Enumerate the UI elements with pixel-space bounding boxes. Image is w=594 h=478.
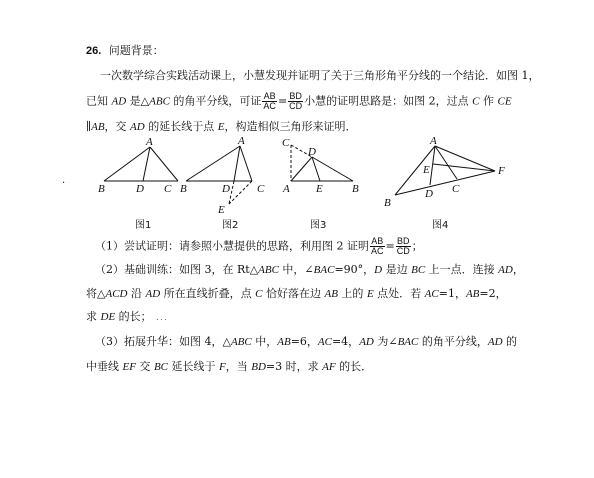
- fig4-label-f: F: [498, 165, 505, 177]
- var-ce: CE: [497, 95, 512, 108]
- var-acd: ACD: [105, 288, 128, 300]
- fig4-edge-bf: [395, 171, 495, 195]
- fig1-label-b: B: [98, 183, 105, 195]
- fraction-den: AC: [263, 101, 276, 111]
- var-bc: BC: [153, 361, 169, 373]
- fig4-label-d: D: [425, 188, 433, 200]
- figure-4: [395, 146, 495, 195]
- question-2-line-1: [95, 263, 524, 277]
- figures-diagram: [0, 134, 594, 234]
- intro-line-3: [86, 120, 356, 134]
- q2-text: 求: [86, 310, 101, 323]
- question-2-line-2: [86, 287, 507, 301]
- fig3-label-b: B: [352, 183, 359, 195]
- intro-text: ，构造相似三角形来证明．: [224, 120, 357, 133]
- fig2-label-d: D: [222, 183, 230, 195]
- figure-3: [291, 145, 353, 181]
- fig3-label-c: C: [282, 137, 290, 149]
- caption-fig3: 图3: [310, 220, 327, 231]
- fig2-label-b: B: [180, 183, 187, 195]
- var-c: C: [255, 288, 263, 300]
- intro-line-2: [86, 92, 512, 111]
- problem-number: 26.: [86, 45, 102, 57]
- var-af: AF: [322, 361, 336, 373]
- q2-text: （2）基础训练：如图 3，在 Rt△: [95, 263, 259, 276]
- var-ad: AD: [498, 264, 513, 276]
- fig1-label-c: C: [164, 183, 172, 195]
- q2-text: 沿: [127, 287, 146, 300]
- q3-text: 中，: [251, 335, 278, 348]
- var-de: DE: [100, 311, 116, 323]
- intro-line-1: [100, 69, 540, 83]
- fraction-den: AC: [371, 246, 384, 256]
- var-abc: ABC: [258, 264, 279, 276]
- fig4-label-e: E: [423, 164, 430, 176]
- fig1-edge-ab: [104, 147, 150, 181]
- var-ad: AD: [130, 121, 145, 133]
- q3-text: ，当: [225, 360, 252, 373]
- q2-text: 中，∠: [278, 263, 314, 276]
- var-ef: EF: [122, 361, 136, 373]
- intro-text-1: 一次数学综合实践活动课上，小慧发现并证明了关于三角形角平分线的一个结论．如图 1，: [100, 69, 540, 82]
- fig2-edge-ab: [186, 146, 240, 181]
- fig1-edge-ad: [143, 147, 150, 181]
- q1-fraction-ab-ac: [370, 237, 385, 256]
- fraction-den: CD: [396, 246, 410, 256]
- var-ab: AB: [91, 121, 105, 133]
- fig3-label-d: D: [308, 146, 316, 158]
- var-ab: AB: [465, 288, 480, 300]
- fig3-edge-db: [312, 157, 353, 181]
- intro-text: 作: [479, 94, 498, 108]
- fig2-edge-ac: [240, 146, 252, 181]
- var-ab: AB: [277, 336, 291, 348]
- q2-text: 将△: [86, 287, 106, 300]
- var-e: E: [217, 121, 225, 133]
- q3-text: （3）拓展升华：如图 4，△: [95, 335, 231, 348]
- fig3-label-e: E: [316, 183, 323, 195]
- fraction-bd-cd: [288, 92, 303, 111]
- fig2-label-e: E: [218, 204, 225, 216]
- caption-fig4: 图4: [432, 220, 449, 231]
- q2-text: 所在直线折叠，点: [160, 287, 256, 300]
- fig2-label-a: A: [238, 135, 245, 147]
- var-ab: AB: [324, 288, 338, 300]
- margin-mark: ·: [62, 178, 66, 189]
- q1-fraction-bd-cd: [396, 237, 411, 256]
- var-ad: AD: [487, 336, 503, 348]
- question-3-line-2: [86, 360, 372, 374]
- q2-text: 是边: [382, 263, 412, 276]
- q2-dots: ．．．: [156, 313, 173, 322]
- problem-heading: 问题背景：: [108, 44, 164, 57]
- fig3-edge-ad: [291, 157, 312, 181]
- var-c: C: [472, 95, 480, 108]
- fraction-num: AB: [371, 236, 384, 246]
- fraction-ab-ac: [262, 92, 277, 111]
- q3-text: =6，: [290, 335, 318, 348]
- question-1: [95, 237, 423, 256]
- figure-2: [186, 146, 252, 204]
- intro-text: 的角平分线，可证: [169, 94, 262, 108]
- var-ad: AD: [359, 336, 374, 348]
- fraction-num: BD: [289, 91, 302, 101]
- q3-text: 为∠: [373, 335, 398, 348]
- q1-text: （1）尝试证明：请参照小慧提供的思路，利用图 2 证明: [95, 239, 369, 253]
- fraction-num: AB: [263, 91, 276, 101]
- var-e: E: [366, 288, 374, 300]
- question-2-line-3: [86, 310, 172, 325]
- q3-text: 的角平分线，: [418, 335, 488, 348]
- intro-text: 的延长线于点: [144, 120, 218, 133]
- q2-text: 上的: [337, 287, 367, 300]
- fig2-edge-ce: [229, 181, 252, 204]
- q2-text: 上一点．连接: [425, 263, 499, 276]
- q3-text: =4，: [331, 335, 360, 348]
- var-bd: BD: [251, 361, 266, 373]
- var-ac: AC: [317, 336, 332, 348]
- caption-fig1: 图1: [135, 220, 152, 231]
- var-ad: AD: [111, 95, 127, 108]
- q1-tail: ；: [411, 239, 423, 253]
- q2-text: =90°: [334, 263, 364, 276]
- caption-fig2: 图2: [222, 220, 239, 231]
- q3-text: 的: [502, 335, 518, 348]
- parallel-sign: ∥: [86, 121, 92, 133]
- q2-text: 恰好落在边: [262, 287, 325, 300]
- q2-text: 点处．若: [373, 287, 425, 300]
- figure-1: [104, 147, 178, 181]
- fig3-label-a: A: [283, 183, 290, 195]
- var-f: F: [219, 361, 226, 373]
- fig2-label-c: C: [257, 183, 265, 195]
- intro-text: 小慧的证明思路是：如图 2，过点: [304, 94, 473, 108]
- fig1-label-d: D: [136, 183, 144, 195]
- q2-text: ，: [512, 263, 524, 276]
- intro-text: 是△: [126, 94, 150, 108]
- q2-text: 的长；: [115, 310, 147, 323]
- intro-text: ，交: [104, 120, 131, 133]
- fig2-edge-ad: [234, 146, 240, 181]
- fig4-label-b: B: [384, 197, 391, 209]
- var-abc: ABC: [149, 95, 170, 108]
- q3-text: =3 时，求: [265, 360, 323, 373]
- var-bac: BAC: [397, 336, 419, 348]
- var-ad: AD: [145, 288, 161, 300]
- fig4-label-c: C: [452, 183, 460, 195]
- q3-text: 交: [135, 360, 154, 373]
- q3-text: 的长．: [335, 360, 373, 373]
- question-3-line-1: [95, 335, 517, 349]
- q2-text: =1，: [438, 287, 466, 300]
- var-bac: BAC: [313, 264, 335, 276]
- q2-text: ，: [363, 263, 375, 276]
- fig1-label-a: A: [146, 136, 153, 148]
- q3-text: 中垂线: [86, 360, 123, 373]
- fraction-num: BD: [396, 236, 410, 246]
- fraction-den: CD: [289, 101, 303, 111]
- var-ac: AC: [424, 288, 439, 300]
- var-abc: ABC: [230, 336, 252, 348]
- q3-text: 延长线于: [168, 360, 220, 373]
- intro-text: 已知: [86, 94, 112, 108]
- var-d: D: [374, 264, 383, 276]
- problem-header: [86, 44, 164, 58]
- q2-text: =2，: [479, 287, 507, 300]
- equals-sign: =: [385, 239, 395, 253]
- fig1-edge-ac: [150, 147, 178, 181]
- fig4-label-a: A: [430, 135, 437, 147]
- equals-sign: =: [277, 94, 288, 108]
- var-bc: BC: [411, 264, 426, 276]
